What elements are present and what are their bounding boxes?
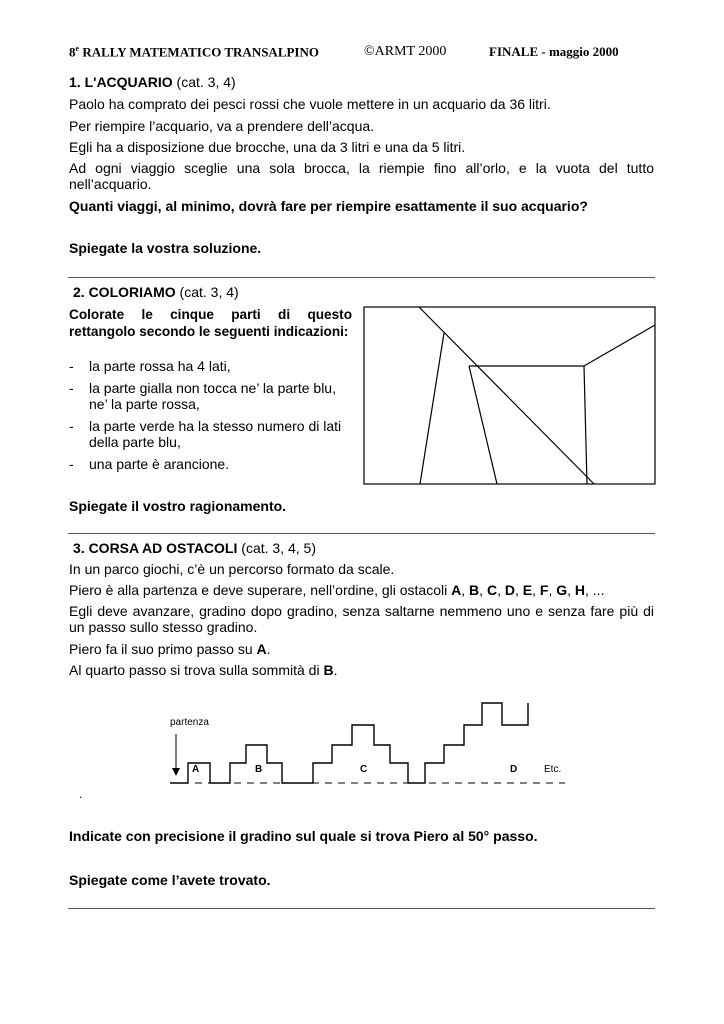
etc-label: Etc. [544,764,562,775]
problem-1-explain: Spiegate la vostra soluzione. [69,240,262,256]
figure-border [364,307,655,484]
figure-line [584,325,655,366]
problem-3-line: Piero fa il suo primo passo su A. [69,641,271,657]
problem-3-title: 3. CORSA AD OSTACOLI (cat. 3, 4, 5) [73,540,316,556]
problem-2-title: 2. COLORIAMO (cat. 3, 4) [73,284,239,300]
stair-label-c: C [360,764,368,775]
problem-1-line: Per riempire l’acquario, va a prendere dell’acqua. [69,118,375,134]
stairs-outline [170,703,528,783]
problem-1-question: Quanti viaggi, al minimo, dovrà fare per riempire esattamente il suo acquario? [69,198,588,214]
divider [68,277,655,278]
stair-label-d: D [510,764,518,775]
copyright: ©ARMT 2000 [364,44,447,59]
partenza-label: partenza [170,717,209,728]
problem-3-line: Al quarto passo si trova sulla sommità di B. [69,662,338,678]
figure-line [509,398,594,484]
figure-line [584,366,587,484]
stair-label-a: A [192,764,200,775]
problem-2-explain: Spiegate il vostro ragionamento. [69,498,287,514]
finale-date: FINALE - maggio 2000 [489,44,619,59]
problem-3-line: Egli deve avanzare, gradino dopo gradino, senza saltarne nemmeno uno e senza fare più di un passo sullo stesso gradino. [69,603,654,635]
divider [68,908,655,909]
stairs-figure [70,690,590,810]
problem-3-explain: Spiegate come l’avete trovato. [69,872,271,888]
problem-3-line: Piero è alla partenza e deve superare, nell’ordine, gli ostacoli A, B, C, D, E, F, G, H, ... [69,582,605,598]
start-arrowhead [172,768,180,776]
figure-line-helper [435,332,469,367]
figure-line [419,307,509,398]
figure-line [469,366,497,484]
problem-1-line: Egli ha a disposizione due brocche, una da 3 litri e una da 5 litri. [69,139,466,155]
problem-1-title: 1. L'ACQUARIO (cat. 3, 4) [69,74,236,90]
problem-3-question: Indicate con precisione il gradino sul quale si trova Piero al 50° passo. [69,828,538,844]
problem-1-line: Ad ogni viaggio sceglie una sola brocca, la riempie fino all’orlo, e la vuota del tutto nell’acquario. [69,160,654,192]
rally-title: 8e RALLY MATEMATICO TRANSALPINO [69,44,319,60]
rectangle-figure [362,305,658,487]
stray-dot: . [79,787,83,801]
stair-label-b: B [255,764,263,775]
figure-line [420,333,444,484]
problem-1-line: Paolo ha comprato dei pesci rossi che vuole mettere in un acquario da 36 litri. [69,96,551,112]
divider [68,533,655,534]
problem-3-line: In un parco giochi, c’è un percorso formato da scale. [69,561,395,577]
problem-2-intro: Colorate le cinque parti di questo rettangolo secondo le seguenti indicazioni: [69,307,352,339]
